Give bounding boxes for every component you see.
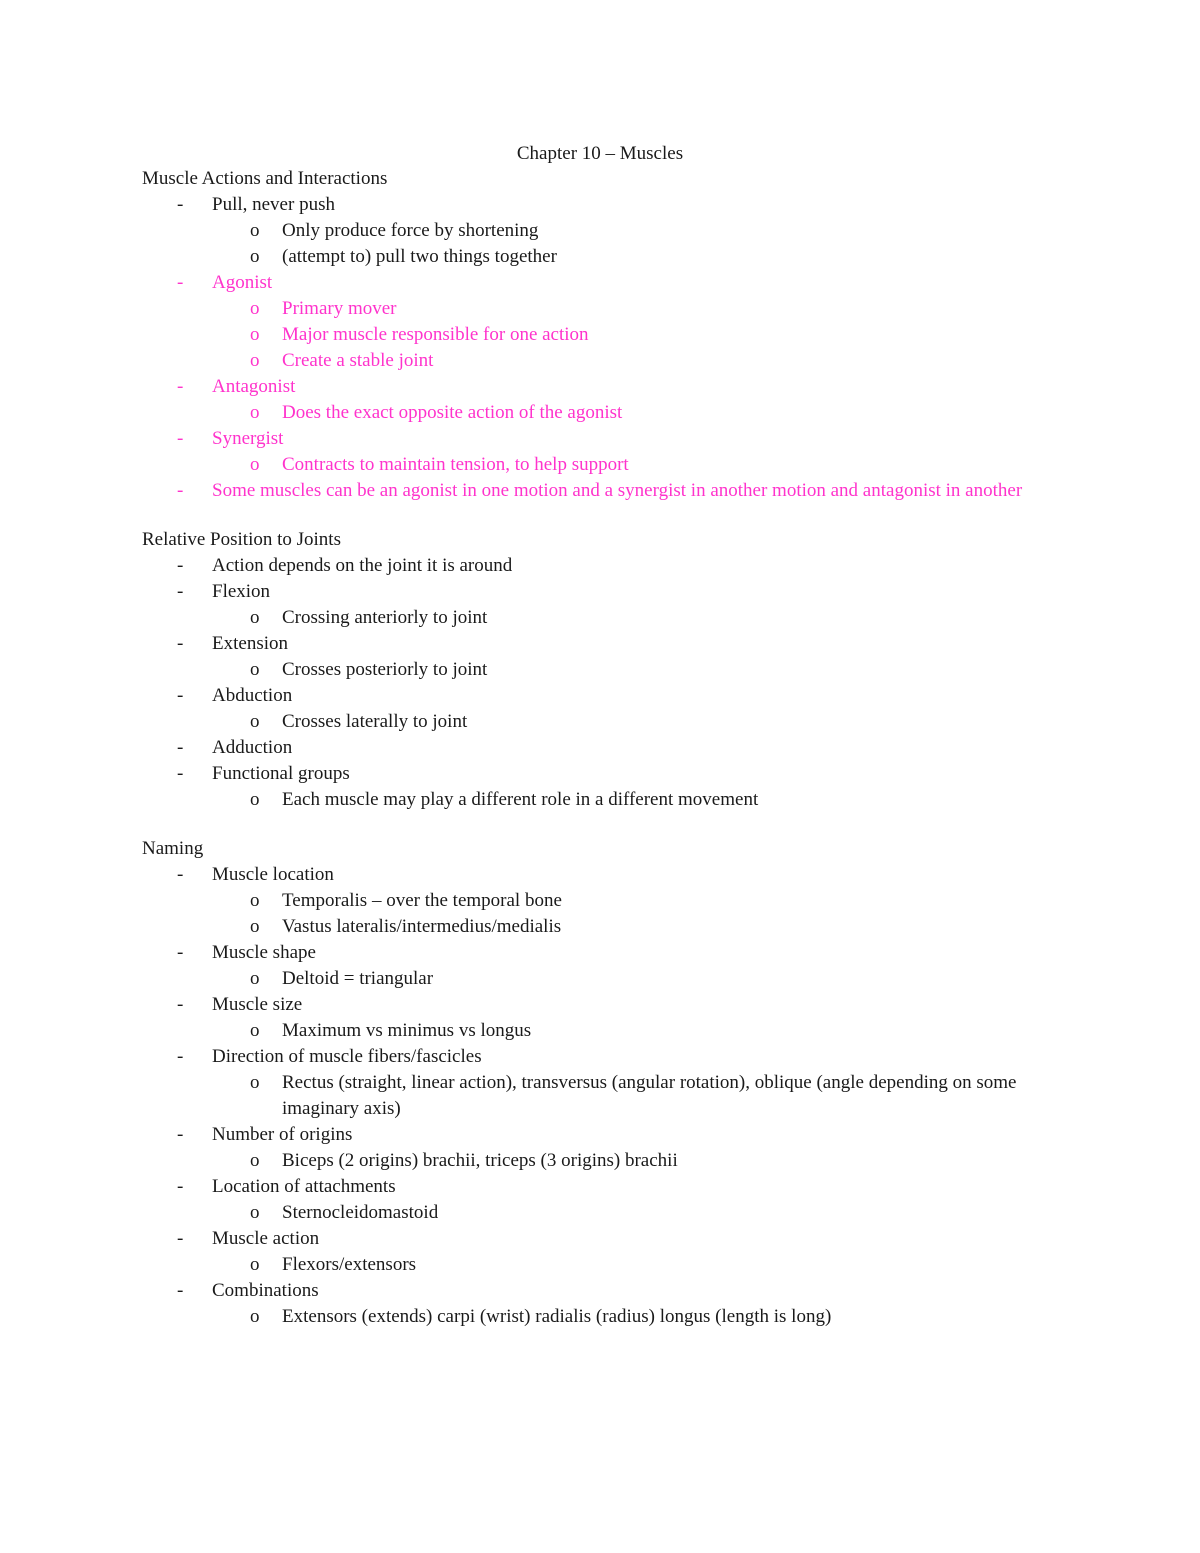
sub-bullet-item bbox=[142, 1304, 1052, 1330]
circle-bullet: o bbox=[250, 968, 260, 989]
bullet-text: Adduction bbox=[212, 737, 293, 758]
bullet-item bbox=[142, 270, 1052, 296]
circle-bullet: o bbox=[250, 789, 260, 810]
sub-bullet-text: Crossing anteriorly to joint bbox=[282, 607, 488, 628]
section-heading: Relative Position to Joints bbox=[142, 529, 341, 550]
dash-bullet: - bbox=[177, 1046, 184, 1067]
sub-bullet-text: Flexors/extensors bbox=[282, 1254, 417, 1275]
sub-bullet-text: Contracts to maintain tension, to help support bbox=[282, 454, 629, 475]
sub-bullet-text: Does the exact opposite action of the agonist bbox=[282, 402, 623, 423]
bullet-item bbox=[142, 553, 1052, 579]
sub-bullet-text: Rectus (straight, linear action), transversus (angular rotation), oblique (angle depending on some imaginary axis) bbox=[282, 1072, 1017, 1119]
bullet-text: Abduction bbox=[212, 685, 293, 706]
section-3 bbox=[142, 836, 1052, 1330]
bullet-text: Action depends on the joint it is around bbox=[212, 555, 513, 576]
sub-bullet-item bbox=[142, 657, 1052, 683]
bullet-text: Number of origins bbox=[212, 1124, 353, 1145]
sub-bullet-item bbox=[142, 914, 1052, 940]
bullet-item bbox=[142, 1278, 1052, 1304]
bullet-text: Extension bbox=[212, 633, 288, 654]
bullet-item bbox=[142, 1226, 1052, 1252]
dash-bullet: - bbox=[177, 942, 184, 963]
bullet-text: Combinations bbox=[212, 1280, 319, 1301]
sub-bullet-item bbox=[142, 1148, 1052, 1174]
dash-bullet: - bbox=[177, 685, 184, 706]
sub-bullet-item bbox=[142, 1252, 1052, 1278]
bullet-text: Muscle size bbox=[212, 994, 303, 1015]
dash-bullet: - bbox=[177, 994, 184, 1015]
dash-bullet: - bbox=[177, 376, 184, 397]
document-body bbox=[142, 166, 1052, 1330]
sub-bullet-text: Biceps (2 origins) brachii, triceps (3 origins) brachii bbox=[282, 1150, 678, 1171]
bullet-text: Pull, never push bbox=[212, 194, 335, 215]
dash-bullet: - bbox=[177, 633, 184, 654]
circle-bullet: o bbox=[250, 1150, 260, 1171]
sub-bullet-text: Crosses posteriorly to joint bbox=[282, 659, 488, 680]
bullet-text: Synergist bbox=[212, 428, 284, 449]
circle-bullet: o bbox=[250, 711, 260, 732]
section-heading: Muscle Actions and Interactions bbox=[142, 168, 388, 189]
bullet-item bbox=[142, 374, 1052, 400]
sub-bullet-text: Only produce force by shortening bbox=[282, 220, 539, 241]
circle-bullet: o bbox=[250, 1306, 260, 1327]
bullet-text: Some muscles can be an agonist in one motion and a synergist in another motion and antagonist in another bbox=[212, 480, 1023, 501]
sub-bullet-item bbox=[142, 322, 1052, 348]
dash-bullet: - bbox=[177, 1124, 184, 1145]
dash-bullet: - bbox=[177, 480, 184, 501]
bullet-item bbox=[142, 683, 1052, 709]
circle-bullet: o bbox=[250, 890, 260, 911]
sub-bullet-text: Extensors (extends) carpi (wrist) radialis (radius) longus (length is long) bbox=[282, 1306, 832, 1327]
sub-bullet-item bbox=[142, 218, 1052, 244]
sub-bullet-item bbox=[142, 348, 1052, 374]
section-heading: Naming bbox=[142, 838, 204, 859]
sub-bullet-item bbox=[142, 605, 1052, 631]
sub-bullet-item bbox=[142, 296, 1052, 322]
bullet-text: Functional groups bbox=[212, 763, 350, 784]
dash-bullet: - bbox=[177, 1228, 184, 1249]
dash-bullet: - bbox=[177, 194, 184, 215]
circle-bullet: o bbox=[250, 607, 260, 628]
sub-bullet-text: Maximum vs minimus vs longus bbox=[282, 1020, 532, 1041]
sub-bullet-item bbox=[142, 1200, 1052, 1226]
section-spacer bbox=[142, 813, 1052, 836]
bullet-item bbox=[142, 1122, 1052, 1148]
sub-bullet-text: Crosses laterally to joint bbox=[282, 711, 468, 732]
sub-bullet-item bbox=[142, 888, 1052, 914]
dash-bullet: - bbox=[177, 581, 184, 602]
bullet-item bbox=[142, 192, 1052, 218]
bullet-text: Agonist bbox=[212, 272, 273, 293]
sub-bullet-text: Major muscle responsible for one action bbox=[282, 324, 589, 345]
dash-bullet: - bbox=[177, 737, 184, 758]
bullet-text: Antagonist bbox=[212, 376, 296, 397]
sub-bullet-text: Vastus lateralis/intermedius/medialis bbox=[282, 916, 562, 937]
dash-bullet: - bbox=[177, 272, 184, 293]
circle-bullet: o bbox=[250, 402, 260, 423]
dash-bullet: - bbox=[177, 555, 184, 576]
bullet-text: Flexion bbox=[212, 581, 271, 602]
sub-bullet-item bbox=[142, 1018, 1052, 1044]
dash-bullet: - bbox=[177, 1176, 184, 1197]
section-2 bbox=[142, 527, 1052, 813]
circle-bullet: o bbox=[250, 916, 260, 937]
bullet-item bbox=[142, 862, 1052, 888]
dash-bullet: - bbox=[177, 864, 184, 885]
sub-bullet-item bbox=[142, 244, 1052, 270]
circle-bullet: o bbox=[250, 220, 260, 241]
sub-bullet-item bbox=[142, 1070, 1052, 1122]
section-spacer bbox=[142, 504, 1052, 527]
sub-bullet-item bbox=[142, 400, 1052, 426]
bullet-item bbox=[142, 579, 1052, 605]
bullet-item bbox=[142, 1174, 1052, 1200]
dash-bullet: - bbox=[177, 1280, 184, 1301]
circle-bullet: o bbox=[250, 659, 260, 680]
sub-bullet-item bbox=[142, 709, 1052, 735]
sub-bullet-text: (attempt to) pull two things together bbox=[282, 246, 557, 267]
dash-bullet: - bbox=[177, 428, 184, 449]
sub-bullet-text: Deltoid = triangular bbox=[282, 968, 434, 989]
sub-bullet-item bbox=[142, 452, 1052, 478]
bullet-text: Muscle action bbox=[212, 1228, 320, 1249]
bullet-text: Location of attachments bbox=[212, 1176, 396, 1197]
circle-bullet: o bbox=[250, 1020, 260, 1041]
circle-bullet: o bbox=[250, 324, 260, 345]
section-1 bbox=[142, 166, 1052, 504]
circle-bullet: o bbox=[250, 246, 260, 267]
bullet-item bbox=[142, 478, 1052, 504]
sub-bullet-text: Sternocleidomastoid bbox=[282, 1202, 439, 1223]
circle-bullet: o bbox=[250, 1254, 260, 1275]
bullet-item bbox=[142, 735, 1052, 761]
bullet-text: Muscle location bbox=[212, 864, 334, 885]
bullet-item bbox=[142, 761, 1052, 787]
circle-bullet: o bbox=[250, 350, 260, 371]
circle-bullet: o bbox=[250, 1202, 260, 1223]
circle-bullet: o bbox=[250, 1072, 260, 1093]
sub-bullet-text: Primary mover bbox=[282, 298, 397, 319]
bullet-item bbox=[142, 992, 1052, 1018]
sub-bullet-text: Each muscle may play a different role in a different movement bbox=[282, 789, 759, 810]
circle-bullet: o bbox=[250, 454, 260, 475]
bullet-item bbox=[142, 631, 1052, 657]
circle-bullet: o bbox=[250, 298, 260, 319]
sub-bullet-item bbox=[142, 966, 1052, 992]
bullet-item bbox=[142, 426, 1052, 452]
bullet-text: Direction of muscle fibers/fascicles bbox=[212, 1046, 482, 1067]
sub-bullet-text: Create a stable joint bbox=[282, 350, 434, 371]
dash-bullet: - bbox=[177, 763, 184, 784]
bullet-item bbox=[142, 940, 1052, 966]
bullet-item bbox=[142, 1044, 1052, 1070]
page-title: Chapter 10 – Muscles bbox=[516, 143, 684, 164]
sub-bullet-text: Temporalis – over the temporal bone bbox=[282, 890, 562, 911]
bullet-text: Muscle shape bbox=[212, 942, 316, 963]
sub-bullet-item bbox=[142, 787, 1052, 813]
